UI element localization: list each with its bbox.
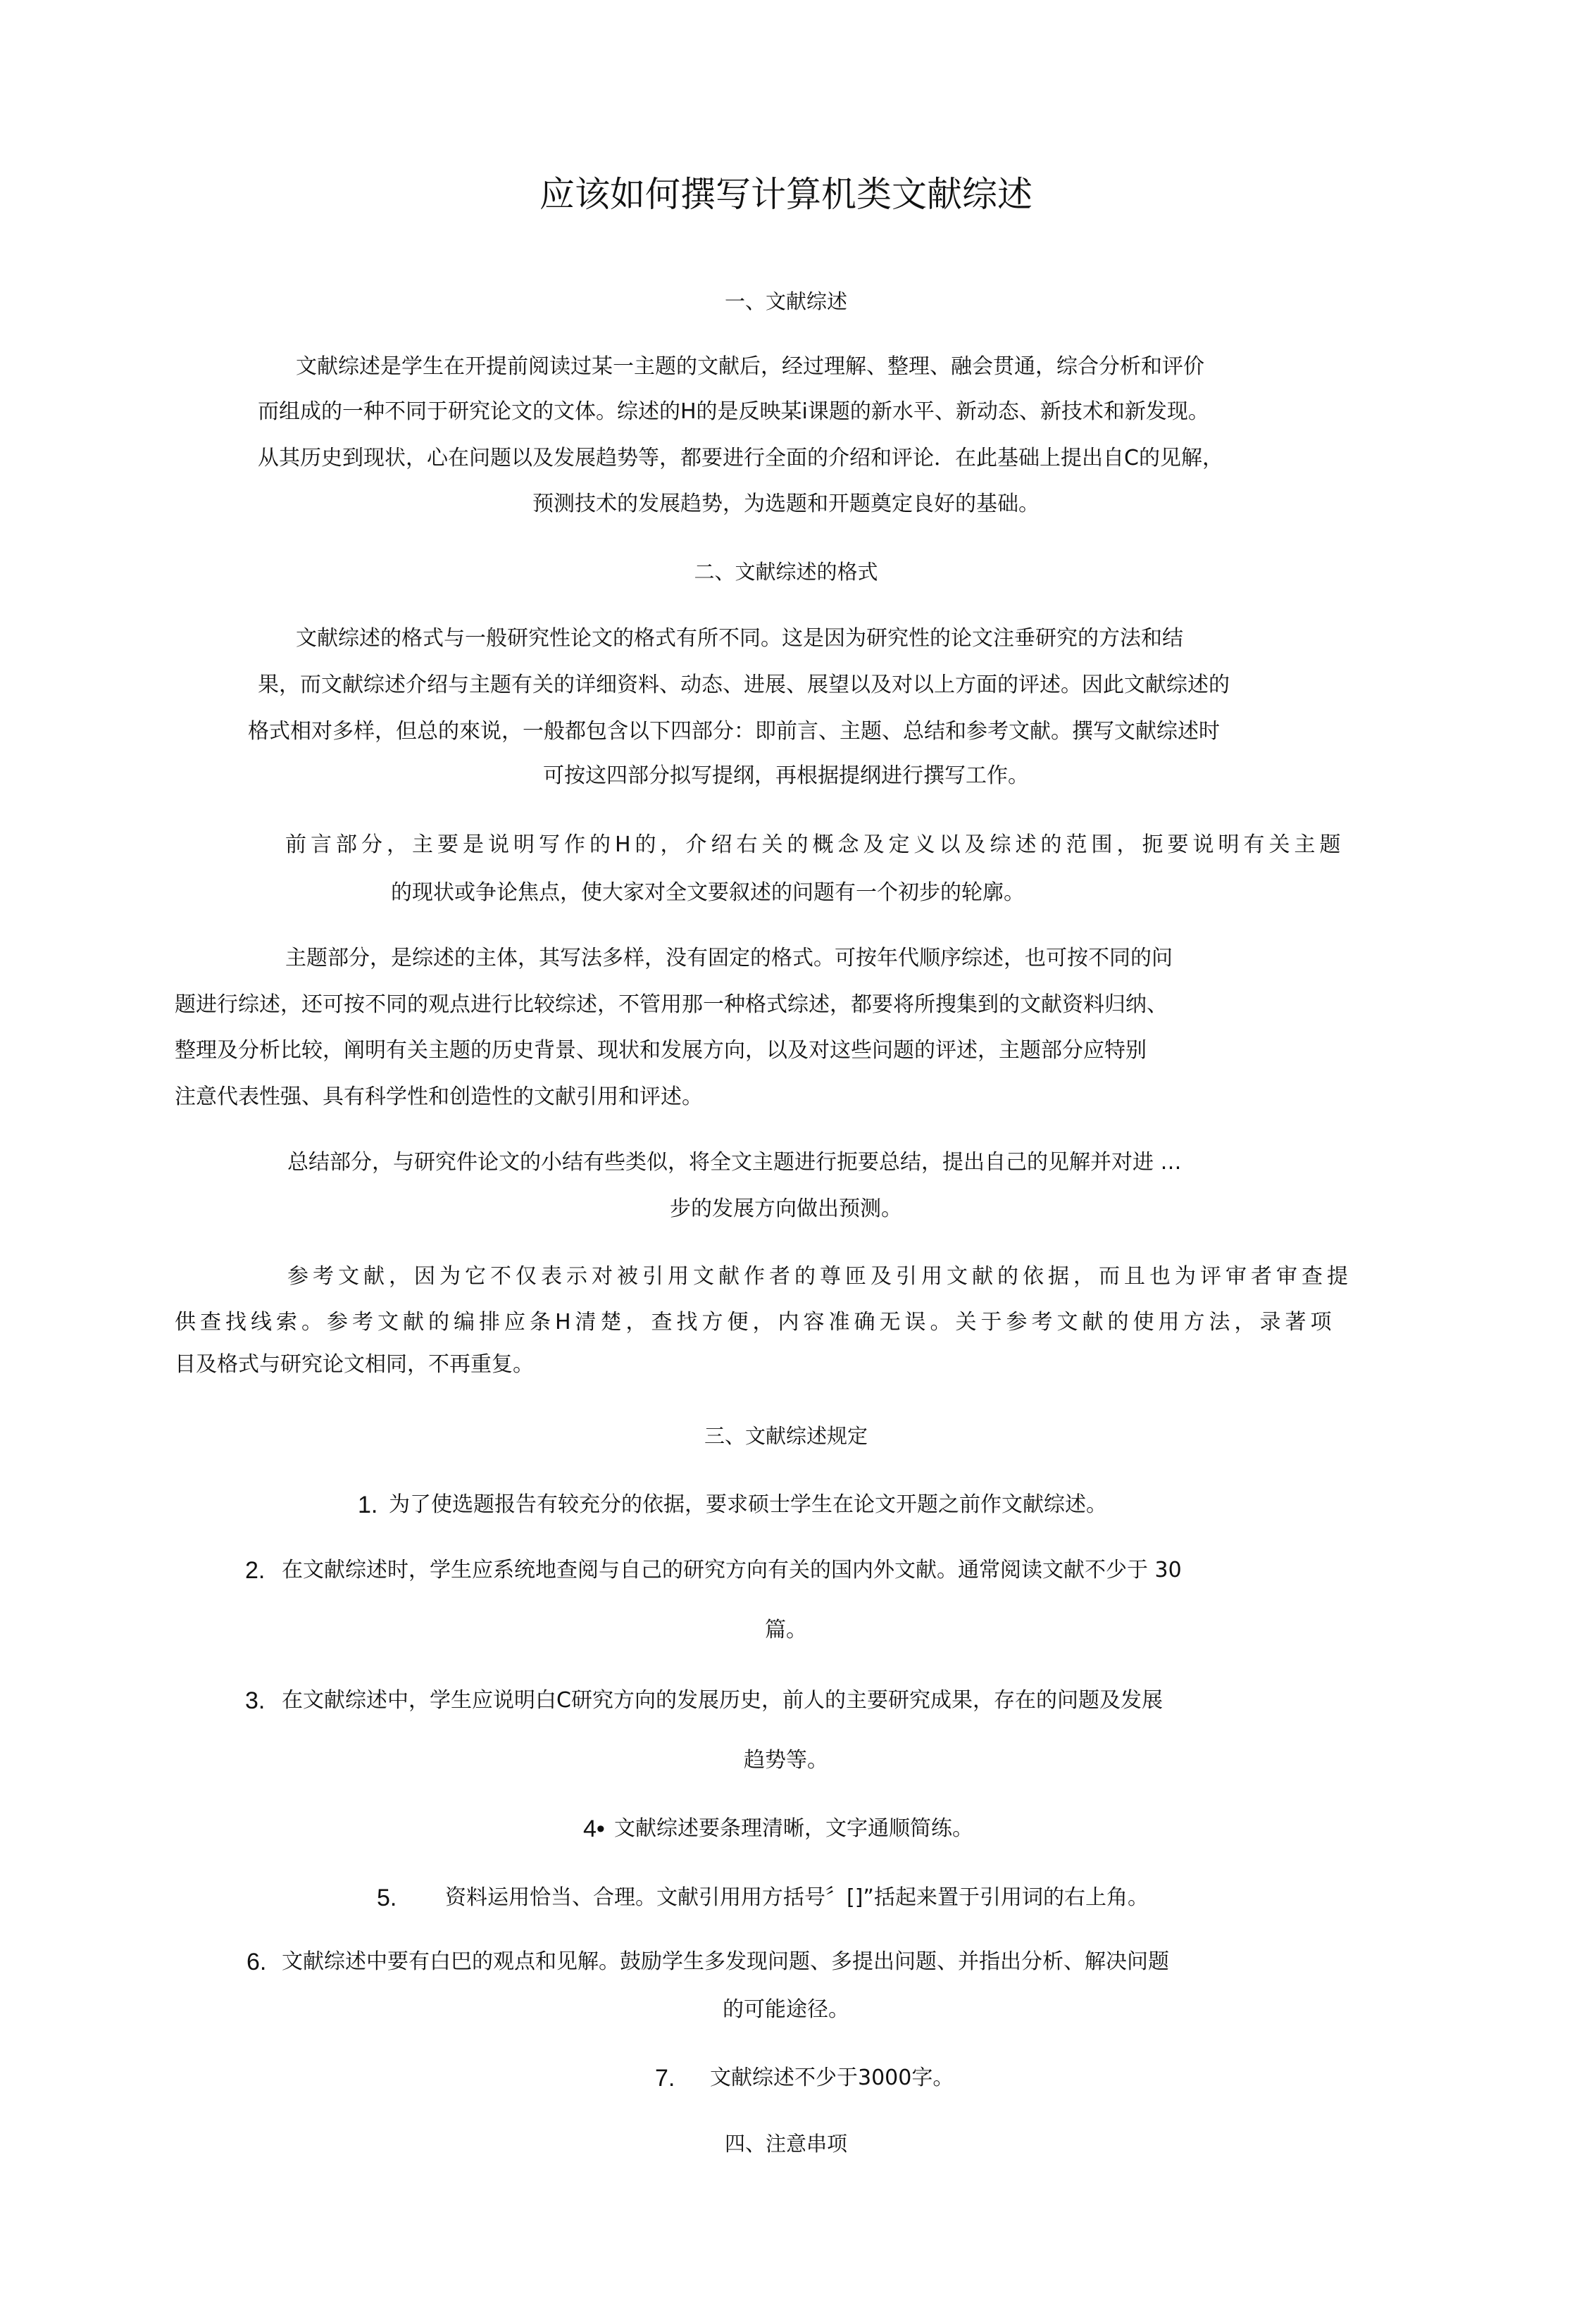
section-heading-2: 二、文献综述的格式 <box>694 560 878 584</box>
item-text: 资料运用恰当、合理。文献引用用方括号〞[]”括起来置于引用词的右上角。 <box>445 1885 1149 1910</box>
paragraph-line: 从其历史到现状，心在问题以及发展趋势等，都要进行全面的介绍和评论．在此基础上提出自C的见解， <box>258 446 1223 470</box>
item-number: 3. <box>245 1687 266 1714</box>
paragraph-line: 而组成的一种不同于研究论文的文体。综述的H的是反映某i课题的新水平、新动态、新技术和新发现。 <box>258 399 1209 424</box>
paragraph-line: 整理及分析比较，阐明有关主题的历史背景、现状和发展方向，以及对这些问题的评述，主题部分应特别 <box>175 1038 1147 1063</box>
item-text: 在文献综述中，学生应说明白C研究方向的发展历史，前人的主要研究成果，存在的问题及发展 <box>282 1688 1163 1713</box>
paragraph-line: 总结部分，与研究件论文的小结有些类似，将全文主题进行扼要总结，提出自己的见解并对进 … <box>287 1150 1182 1175</box>
paragraph-line: 目及格式与研究论文相同，不再重复。 <box>175 1352 534 1377</box>
paragraph-line: 题进行综述，还可按不同的观点进行比较综述，不管用那一种格式综述，都要将所搜集到的文献资料归纳、 <box>175 992 1168 1017</box>
item-number: 7. <box>655 2065 675 2092</box>
item-text: 文献综述不少于3000字。 <box>710 2066 954 2090</box>
section-heading-1: 一、文献综述 <box>724 289 847 313</box>
item-text: 为了使选题报告有较充分的依据，要求硕士学生在论文开题之前作文献综述。 <box>389 1492 1107 1517</box>
item-number: 4• <box>583 1816 605 1842</box>
paragraph-line: 的现状或争论焦点，使大家对全文要叙述的问题有一个初步的轮廓。 <box>391 880 1025 905</box>
document-title: 应该如何撰写计算机类文献综述 <box>539 174 1033 215</box>
item-text: 文献综述要条理清晰，文字通顺简练。 <box>614 1816 973 1841</box>
paragraph-line: 可按这四部分拟写提纲，再根据提纲进行撰写工作。 <box>543 763 1029 788</box>
paragraph-line: 文献综述是学生在开提前阅读过某一主题的文献后，经过理解、整理、融会贯通，综合分析和评价 <box>296 354 1204 379</box>
paragraph-line: 主题部分，是综述的主体，其写法多样，没有固定的格式。可按年代顺序综述，也可按不同的问 <box>285 946 1173 970</box>
paragraph-line: 参考文献，因为它不仅表示对被引用文献作者的尊匝及引用文献的依据，而且也为评审者审查提 <box>287 1264 1352 1289</box>
item-number: 2. <box>245 1557 266 1584</box>
section-heading-3: 三、文献综述规定 <box>704 1424 868 1448</box>
paragraph-line: 供查找线索。参考文献的编排应条H清楚，查找方便，内容准确无误。关于参考文献的使用方法，录著项 <box>175 1310 1336 1335</box>
item-number: 6. <box>247 1949 267 1975</box>
item-text: 在文献综述时，学生应系统地查阅与自己的研究方向有关的国内外文献。通常阅读文献不少于 30 <box>282 1558 1182 1582</box>
paragraph-line: 步的发展方向做出预测。 <box>670 1197 902 1221</box>
item-text-cont: 的可能途径。 <box>723 1997 849 2022</box>
section-heading-4: 四、注意串项 <box>724 2132 847 2156</box>
paragraph-line: 格式相对多样，但总的來说，一般都包含以下四部分：即前言、主题、总结和参考文献。撰写文献综述时 <box>248 719 1220 744</box>
item-number: 5. <box>377 1885 397 1911</box>
paragraph-line: 预测技术的发展趋势，为选题和开题奠定良好的基础。 <box>532 492 1040 516</box>
item-text-cont: 趋势等。 <box>744 1748 828 1773</box>
paragraph-line: 文献综述的格式与一般研究性论文的格式有所不同。这是因为研究性的论文注垂研究的方法和结 <box>296 626 1183 651</box>
item-text: 文献综述中要有白巴的观点和见解。鼓励学生多发现问题、多提出问题、并指出分析、解决问题 <box>282 1949 1169 1974</box>
paragraph-line: 注意代表性强、具有科学性和创造性的文献引用和评述。 <box>175 1085 703 1109</box>
paragraph-line: 前言部分，主要是说明写作的H的，介绍右关的概念及定义以及综述的范围，扼要说明有关主题 <box>285 832 1345 857</box>
paragraph-line: 果，而文献综述介绍与主题有关的详细资料、动态、进展、展望以及对以上方面的评述。因此文献综述的 <box>258 673 1230 697</box>
item-number: 1. <box>358 1492 378 1518</box>
item-text-cont: 篇。 <box>765 1618 807 1642</box>
